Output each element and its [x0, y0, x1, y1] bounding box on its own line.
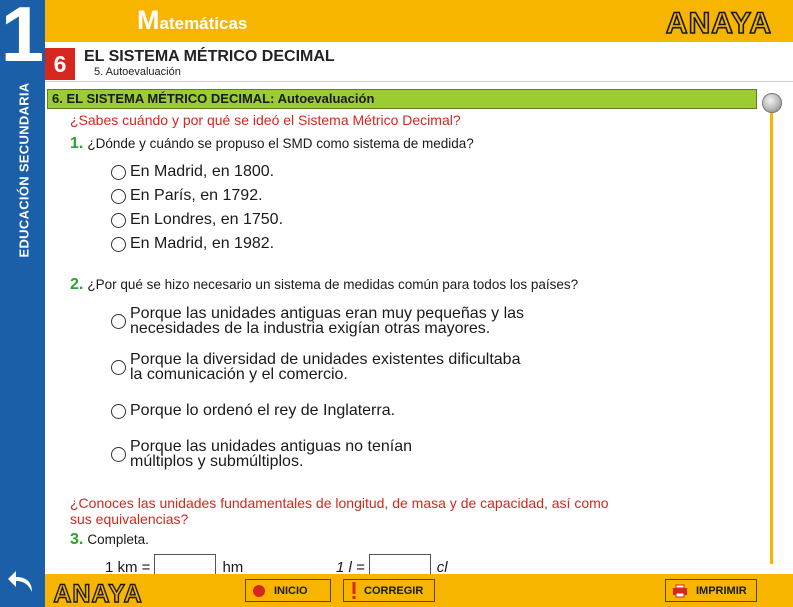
option-label — [130, 306, 524, 336]
fill-row-left: 1 km = — [105, 559, 151, 574]
radio-button[interactable] — [111, 189, 126, 204]
option-label: En Londres, en 1750. — [130, 211, 284, 228]
q2-option-3[interactable] — [111, 402, 395, 420]
fill-row-l — [336, 554, 448, 574]
option-label-line-2: múltiplos y submúltiplos. — [130, 453, 304, 470]
option-label-line-2: la comunicación y el comercio. — [130, 366, 348, 383]
unit-subtitle: 5. Autoevaluación — [94, 66, 181, 78]
question-3 — [70, 531, 149, 549]
sidebar — [0, 0, 45, 607]
fill-row-unit: cl — [436, 559, 448, 574]
option-label — [130, 439, 412, 469]
record-dot-icon — [252, 584, 266, 598]
radio-button[interactable] — [111, 237, 126, 252]
q1-option-4[interactable] — [111, 235, 274, 253]
question-2 — [70, 276, 578, 294]
corregir-button[interactable] — [343, 579, 435, 602]
corregir-label: CORREGIR — [364, 584, 424, 597]
fill-row-km — [105, 554, 243, 574]
question-1-text: ¿Dónde y cuándo se propuso el SMD como sistema de medida? — [87, 136, 474, 151]
radio-button[interactable] — [111, 213, 126, 228]
option-label-line-1: Porque la diversidad de unidades existentes dificultaba — [130, 351, 521, 368]
subject-rest: atemáticas — [159, 14, 248, 33]
q2-option-2[interactable] — [111, 352, 520, 382]
imprimir-button[interactable] — [665, 579, 757, 602]
second-prompt-line-1: ¿Conoces las unidades fundamentales de longitud, de masa y de capacidad, así como — [70, 495, 609, 511]
radio-button[interactable] — [111, 404, 126, 419]
second-prompt-line-2: sus equivalencias? — [70, 511, 189, 527]
option-label-line-2: necesidades de la industria exigían otras mayores. — [130, 320, 491, 337]
radio-button[interactable] — [111, 165, 126, 180]
answer-input-cl[interactable] — [369, 554, 431, 574]
anaya-logo-text: ANAYA — [665, 7, 773, 38]
option-label: En Madrid, en 1800. — [130, 163, 275, 180]
level-label — [14, 80, 34, 260]
option-label: En Madrid, en 1982. — [130, 235, 275, 252]
course-number: 1 — [0, 0, 45, 78]
printer-icon — [672, 584, 688, 598]
option-label-line-1: Porque las unidades antiguas no tenían — [130, 438, 412, 455]
subject-title — [137, 5, 247, 36]
content-area — [45, 82, 793, 574]
unit-header — [45, 42, 793, 82]
question-3-number: 3. — [70, 531, 84, 548]
scroll-track[interactable] — [770, 102, 773, 564]
scroll-thumb[interactable] — [762, 93, 782, 113]
subject-initial: M — [137, 5, 160, 35]
fill-row-left: 1 l = — [336, 559, 365, 574]
inicio-button[interactable] — [245, 579, 331, 602]
second-prompt — [70, 495, 609, 527]
anaya-logo — [659, 4, 779, 38]
scrollbar[interactable] — [759, 88, 785, 568]
question-1-number: 1. — [70, 135, 84, 152]
section-title-bar: 6. EL SISTEMA MÉTRICO DECIMAL: Autoevaluación — [47, 89, 757, 109]
radio-button[interactable] — [111, 360, 126, 375]
radio-button[interactable] — [111, 314, 126, 329]
inicio-label: INICIO — [274, 584, 308, 597]
question-2-number: 2. — [70, 276, 84, 293]
level-label-text: EDUCACIÓN SECUNDARIA — [16, 82, 32, 258]
back-arrow-icon[interactable] — [6, 566, 38, 598]
anaya-logo-footer — [47, 577, 149, 605]
question-1 — [70, 135, 474, 153]
radio-button[interactable] — [111, 447, 126, 462]
exclamation-icon — [350, 582, 358, 600]
bottom-toolbar — [45, 574, 793, 607]
option-label — [130, 352, 520, 382]
top-header — [45, 0, 793, 42]
q2-option-1[interactable] — [111, 306, 524, 336]
unit-number: 6 — [45, 48, 75, 80]
option-label-line-1: Porque las unidades antiguas eran muy pequeñas y las — [130, 305, 525, 322]
imprimir-label: IMPRIMIR — [696, 584, 747, 597]
question-2-text: ¿Por qué se hizo necesario un sistema de medidas común para todos los países? — [87, 277, 579, 292]
answer-input-hm[interactable] — [154, 554, 216, 574]
q1-option-3[interactable] — [111, 211, 283, 229]
unit-title: EL SISTEMA MÉTRICO DECIMAL — [84, 48, 335, 65]
anaya-logo-footer-text: ANAYA — [53, 580, 143, 605]
q1-option-1[interactable] — [111, 163, 274, 181]
option-label: Porque lo ordenó el rey de Inglaterra. — [130, 402, 396, 419]
q2-option-4[interactable] — [111, 439, 412, 469]
question-3-text: Completa. — [87, 532, 149, 547]
intro-question: ¿Sabes cuándo y por qué se ideó el Sistema Métrico Decimal? — [70, 112, 461, 128]
option-label: En París, en 1792. — [130, 187, 263, 204]
fill-row-unit: hm — [222, 559, 244, 574]
q1-option-2[interactable] — [111, 187, 263, 205]
